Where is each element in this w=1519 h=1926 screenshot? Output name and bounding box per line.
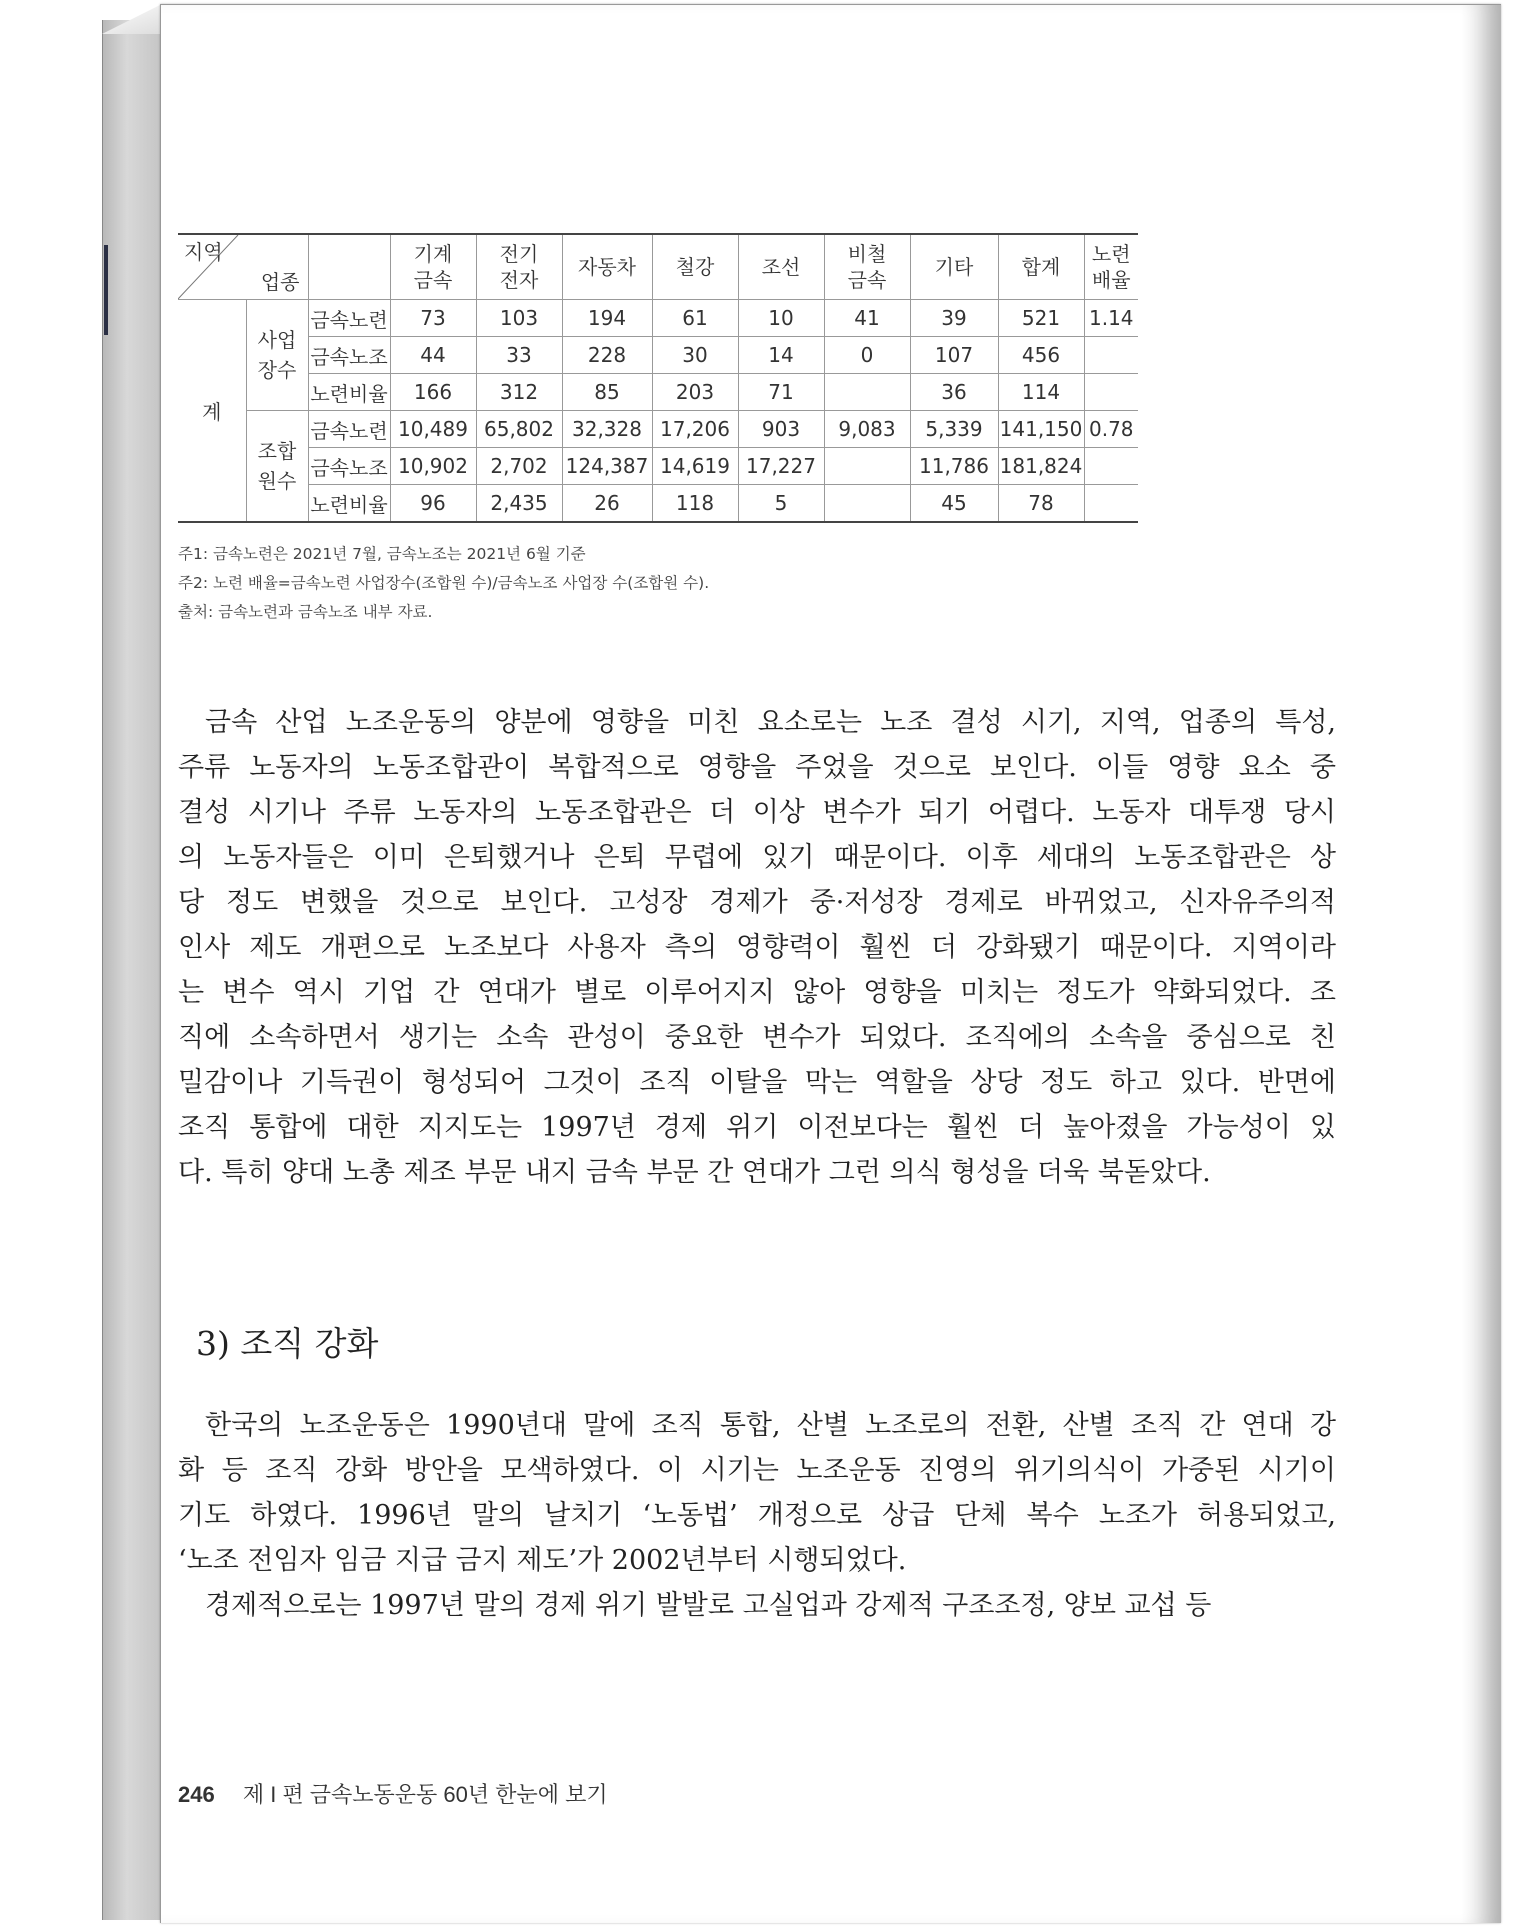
table-header-cell: 비철 금속 — [824, 234, 910, 300]
table-cell: 456 — [998, 337, 1084, 374]
paragraph-economic-context — [178, 1583, 1336, 1628]
row-label: 금속노조 — [308, 448, 390, 485]
table-cell — [1084, 374, 1138, 411]
table-cell: 2,702 — [476, 448, 562, 485]
table-header-cell: 노련 배율 — [1084, 234, 1138, 300]
table-header-cell: 전기 전자 — [476, 234, 562, 300]
table-cell: 141,150 — [998, 411, 1084, 448]
table-cell: 36 — [910, 374, 998, 411]
table-row — [178, 485, 1138, 523]
table-row — [178, 411, 1138, 448]
text-line: 의 노동자들은 이미 은퇴했거나 은퇴 무렵에 있기 때문이다. 이후 세대의 노동조합관은 상 — [178, 842, 1336, 873]
table-cell: 5,339 — [910, 411, 998, 448]
table-cell: 521 — [998, 300, 1084, 337]
table-header-cell: 합계 — [998, 234, 1084, 300]
table-cell: 26 — [562, 485, 652, 523]
text-line: 결성 시기나 주류 노동자의 노동조합관은 더 이상 변수가 되기 어렵다. 노동자 대투쟁 당시 — [178, 797, 1336, 828]
table-cell: 181,824 — [998, 448, 1084, 485]
paragraph-metal-union-split — [178, 700, 1336, 1195]
table-cell: 33 — [476, 337, 562, 374]
table-header-cell: 기계 금속 — [390, 234, 476, 300]
table-cell: 103 — [476, 300, 562, 337]
text-line: 경제적으로는 1997년 말의 경제 위기 발발로 고실업과 강제적 구조조정, 양보 교섭 등 — [205, 1590, 1212, 1621]
table-notes — [178, 540, 709, 627]
text-line: 는 변수 역시 기업 간 연대가 별로 이루어지지 않아 영향을 미치는 정도가 약화되었다. 조 — [178, 977, 1336, 1008]
table-cell: 45 — [910, 485, 998, 523]
table-row — [178, 448, 1138, 485]
row-label: 금속노련 — [308, 300, 390, 337]
table-header-row — [178, 234, 1138, 300]
table-header-cell: 자동차 — [562, 234, 652, 300]
table-cell: 10,489 — [390, 411, 476, 448]
table-cell: 228 — [562, 337, 652, 374]
table-cell: 39 — [910, 300, 998, 337]
table-header-cell: 철강 — [652, 234, 738, 300]
table-cell: 194 — [562, 300, 652, 337]
table-row — [178, 337, 1138, 374]
section-heading: 3) 조직 강화 — [196, 1324, 379, 1363]
table-cell: 30 — [652, 337, 738, 374]
table-cell: 10 — [738, 300, 824, 337]
table-row — [178, 300, 1138, 337]
text-line: 한국의 노조운동은 1990년대 말에 조직 통합, 산별 노조로의 전환, 산별 조직 간 연대 강 — [205, 1410, 1336, 1441]
table-cell: 44 — [390, 337, 476, 374]
table-cell: 17,227 — [738, 448, 824, 485]
table-cell: 32,328 — [562, 411, 652, 448]
footer-section-title: 제 I 편 금속노동운동 60년 한눈에 보기 — [242, 1782, 608, 1807]
note-1: 주1: 금속노련은 2021년 7월, 금속노조는 2021년 6월 기준 — [178, 545, 586, 563]
table-cell: 78 — [998, 485, 1084, 523]
text-line: 인사 제도 개편으로 노조보다 사용자 측의 영향력이 훨씬 더 강화됐기 때문이다. 지역이라 — [178, 932, 1336, 963]
note-2: 주2: 노련 배율=금속노련 사업장수(조합원 수)/금속노조 사업장 수(조합원 수). — [178, 574, 710, 592]
text-line: 주류 노동자의 노동조합관이 복합적으로 영향을 주었을 것으로 보인다. 이들 영향 요소 중 — [178, 752, 1336, 783]
table-cell: 118 — [652, 485, 738, 523]
table-cell — [1084, 337, 1138, 374]
table-cell: 107 — [910, 337, 998, 374]
table-cell: 5 — [738, 485, 824, 523]
group-total-label: 계 — [178, 300, 246, 523]
page-number: 246 — [178, 1782, 215, 1807]
text-line: 금속 산업 노조운동의 양분에 영향을 미친 요소로는 노조 결성 시기, 지역, 업종의 특성, — [205, 707, 1336, 738]
table-cell — [824, 448, 910, 485]
table-cell — [824, 485, 910, 523]
text-line: 조직 통합에 대한 지지도는 1997년 경제 위기 이전보다는 훨씬 더 높아졌을 가능성이 있 — [178, 1112, 1336, 1143]
row-label: 금속노련 — [308, 411, 390, 448]
table-cell: 14 — [738, 337, 824, 374]
table-cell: 61 — [652, 300, 738, 337]
table-cell: 2,435 — [476, 485, 562, 523]
corner-industry-label: 업종 — [260, 270, 300, 294]
table-header-cell: 조선 — [738, 234, 824, 300]
table-cell: 17,206 — [652, 411, 738, 448]
table-cell: 73 — [390, 300, 476, 337]
table-header-cell: 기타 — [910, 234, 998, 300]
table-cell: 0.78 — [1084, 411, 1138, 448]
table-cell — [1084, 448, 1138, 485]
text-line: 다. 특히 양대 노총 제조 부문 내지 금속 부문 간 연대가 그런 의식 형성을 더욱 북돋았다. — [178, 1157, 1211, 1188]
row-label: 노련비율 — [308, 485, 390, 523]
table-header-blank — [308, 234, 390, 300]
table-cell: 11,786 — [910, 448, 998, 485]
table-cell: 114 — [998, 374, 1084, 411]
table-cell: 166 — [390, 374, 476, 411]
table-cell: 41 — [824, 300, 910, 337]
text-line: 화 등 조직 강화 방안을 모색하였다. 이 시기는 노조운동 진영의 위기의식이 가중된 시기이 — [178, 1455, 1336, 1486]
book-page-edge — [102, 20, 163, 1920]
row-label: 노련비율 — [308, 374, 390, 411]
corner-region-label: 지역 — [184, 240, 223, 264]
table-cell: 312 — [476, 374, 562, 411]
table-cell: 85 — [562, 374, 652, 411]
section-label: 조합 원수 — [246, 411, 308, 523]
text-line: 밀감이나 기득권이 형성되어 그것이 조직 이탈을 막는 역할을 상당 정도 하고 있다. 반면에 — [178, 1067, 1336, 1098]
page-footer — [178, 1778, 608, 1809]
book-corner — [102, 4, 162, 34]
table-cell — [824, 374, 910, 411]
table-cell: 203 — [652, 374, 738, 411]
table-cell: 14,619 — [652, 448, 738, 485]
section-label: 사업 장수 — [246, 300, 308, 411]
table-cell: 9,083 — [824, 411, 910, 448]
table-cell: 10,902 — [390, 448, 476, 485]
text-line: 직에 소속하면서 생기는 소속 관성이 중요한 변수가 되었다. 조직에의 소속을 중심으로 친 — [178, 1022, 1336, 1053]
page-fold-shadow — [1461, 5, 1501, 1923]
note-source: 출처: 금속노련과 금속노조 내부 자료. — [178, 603, 433, 621]
union-stats-table — [178, 233, 1138, 523]
table-cell: 71 — [738, 374, 824, 411]
text-line: ‘노조 전임자 임금 지급 금지 제도’가 2002년부터 시행되었다. — [178, 1545, 907, 1576]
table-cell — [1084, 485, 1138, 523]
table-cell: 96 — [390, 485, 476, 523]
paragraph-korean-union-strengthening — [178, 1403, 1336, 1583]
table-cell: 0 — [824, 337, 910, 374]
table-cell: 903 — [738, 411, 824, 448]
table-cell: 65,802 — [476, 411, 562, 448]
table-corner-cell — [178, 234, 308, 300]
text-line: 당 정도 변했을 것으로 보인다. 고성장 경제가 중·저성장 경제로 바뀌었고, 신자유주의적 — [178, 887, 1336, 918]
table-row — [178, 374, 1138, 411]
row-label: 금속노조 — [308, 337, 390, 374]
table-cell: 1.14 — [1084, 300, 1138, 337]
spine-bookmark — [104, 245, 108, 335]
table-cell: 124,387 — [562, 448, 652, 485]
text-line: 기도 하였다. 1996년 말의 날치기 ‘노동법’ 개정으로 상급 단체 복수 노조가 허용되었고, — [178, 1500, 1336, 1531]
